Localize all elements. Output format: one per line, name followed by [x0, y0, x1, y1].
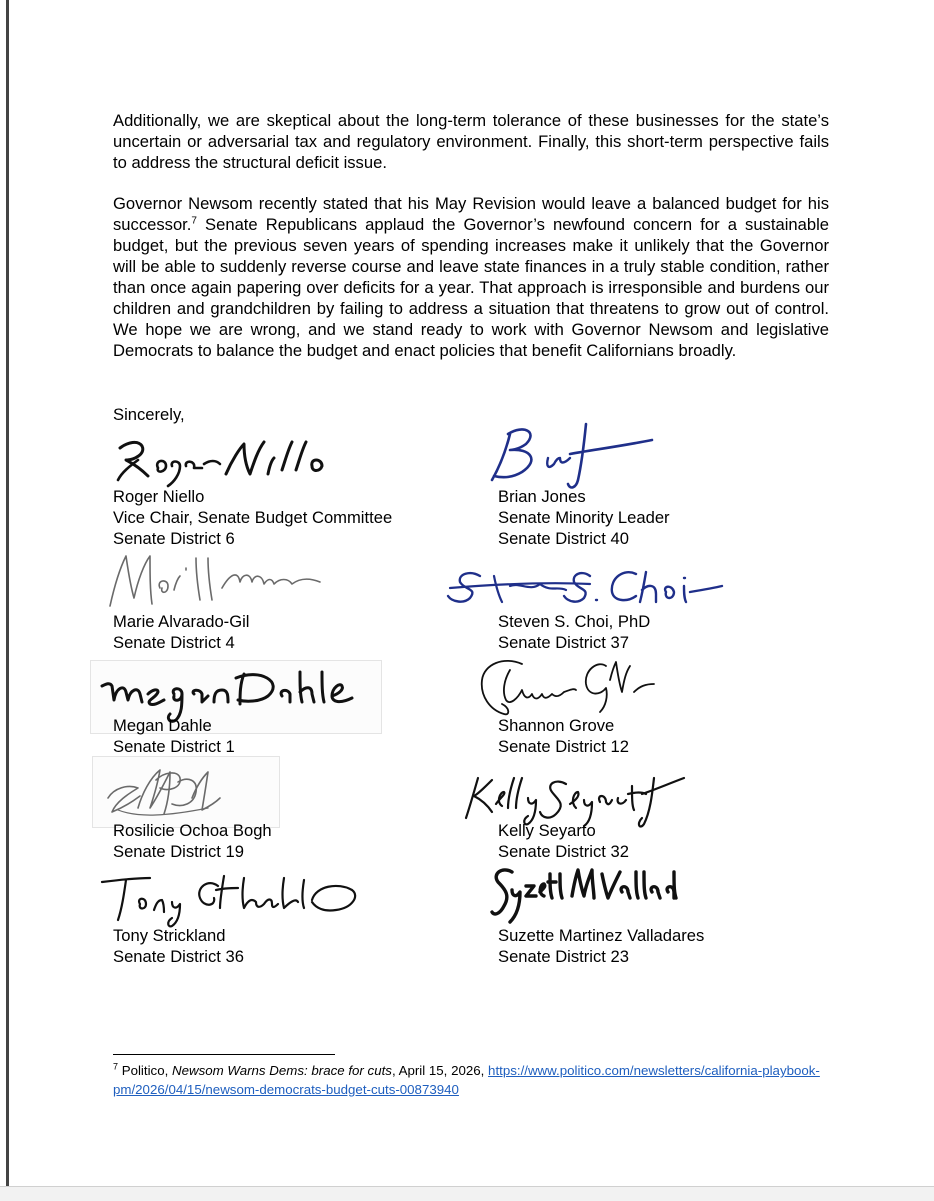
signature-marie-alvarado-gil	[100, 548, 340, 614]
signatory-name: Kelly Seyarto	[498, 821, 596, 840]
footnote-article-title: Newsom Warns Dems: brace for cuts	[171, 1063, 392, 1078]
signatory-kelly-seyarto	[498, 820, 629, 862]
signatory-district: Senate District 6	[113, 529, 235, 548]
signature-steven-choi	[440, 562, 730, 612]
signatory-shannon-grove	[498, 715, 629, 757]
signatory-name: Suzette Martinez Valladares	[498, 926, 705, 945]
signatory-district: Senate District 37	[498, 633, 629, 652]
signatory-name: Tony Strickland	[113, 926, 226, 945]
paragraph-1: Additionally, we are skeptical about the long-term tolerance of these businesses for the state’s uncertain or adversarial tax and regulatory environment. Finally, this short-term perspective fails to address the structural deficit issue.	[113, 111, 829, 172]
signature-tony-strickland	[96, 868, 366, 930]
signatory-name: Megan Dahle	[113, 716, 212, 735]
signatory-name: Steven S. Choi, PhD	[498, 612, 651, 631]
signatory-marie-alvarado-gil	[113, 611, 250, 653]
signatory-name: Roger Niello	[113, 487, 205, 506]
page-edge	[6, 0, 9, 1200]
closing: Sincerely,	[113, 405, 185, 424]
signatory-roger-niello	[113, 486, 392, 549]
signatory-district: Senate District 1	[113, 737, 235, 756]
signatory-district: Senate District 36	[113, 947, 244, 966]
paragraph-2-text-a: Governor Newsom recently stated that his May Revision would leave a balanced budget for his successor.	[113, 194, 829, 234]
signatory-name: Brian Jones	[498, 487, 586, 506]
signatory-tony-strickland	[113, 925, 244, 967]
signature-rosilicie-ochoa-bogh	[98, 758, 228, 824]
signatory-suzette-martinez-valladares	[498, 925, 704, 967]
signatory-title: Vice Chair, Senate Budget Committee	[113, 508, 393, 527]
signatory-rosilicie-ochoa-bogh	[113, 820, 272, 862]
signatory-megan-dahle	[113, 715, 235, 757]
signatory-district: Senate District 32	[498, 842, 629, 861]
signatory-district: Senate District 12	[498, 737, 629, 756]
signature-suzette-martinez-valladares	[484, 860, 684, 930]
signatory-name: Rosilicie Ochoa Bogh	[113, 821, 272, 840]
footnote-source: Politico,	[121, 1063, 172, 1078]
signatory-title: Senate Minority Leader	[498, 508, 670, 527]
paragraph-2-text-b: Senate Republicans applaud the Governor’s newfound concern for a sustainable budget, but the previous seven years of spending increases make it unlikely that the Governor will be able to suddenly reverse course and leave state finances in a truly stable condition, rather than once again papering over deficits for a year. That approach is irresponsible and burdens our children and grandchildren by failing to address a situation that threatens to grow out of control. We hope we are wrong, and we stand ready to work with Governor Newsom and legislative Democrats to balance the budget and enact policies that benefit Californians broadly.	[113, 215, 829, 360]
signatory-name: Shannon Grove	[498, 716, 615, 735]
footnote-date: , April 15, 2026,	[391, 1063, 489, 1078]
signatory-name: Marie Alvarado-Gil	[113, 612, 250, 631]
signatory-district: Senate District 40	[498, 529, 629, 548]
signatory-district: Senate District 19	[113, 842, 244, 861]
footnote	[113, 1061, 829, 1099]
footnote-separator	[113, 1054, 335, 1055]
page-bottom-edge	[0, 1186, 934, 1201]
signatory-district: Senate District 4	[113, 633, 235, 652]
footnote-link[interactable]: https://www.politico.com/newsletters/california-playbook-pm/2026/04/15/newsom-democrats-budget-cuts-00873940	[113, 1063, 820, 1097]
signatory-steven-choi	[498, 611, 650, 653]
paragraph-2	[113, 193, 829, 361]
signatory-brian-jones	[498, 486, 670, 549]
signature-roger-niello	[108, 430, 368, 490]
signatory-district: Senate District 23	[498, 947, 629, 966]
footnote-reference: 7	[191, 215, 197, 227]
footnote-marker: 7	[113, 1061, 119, 1072]
